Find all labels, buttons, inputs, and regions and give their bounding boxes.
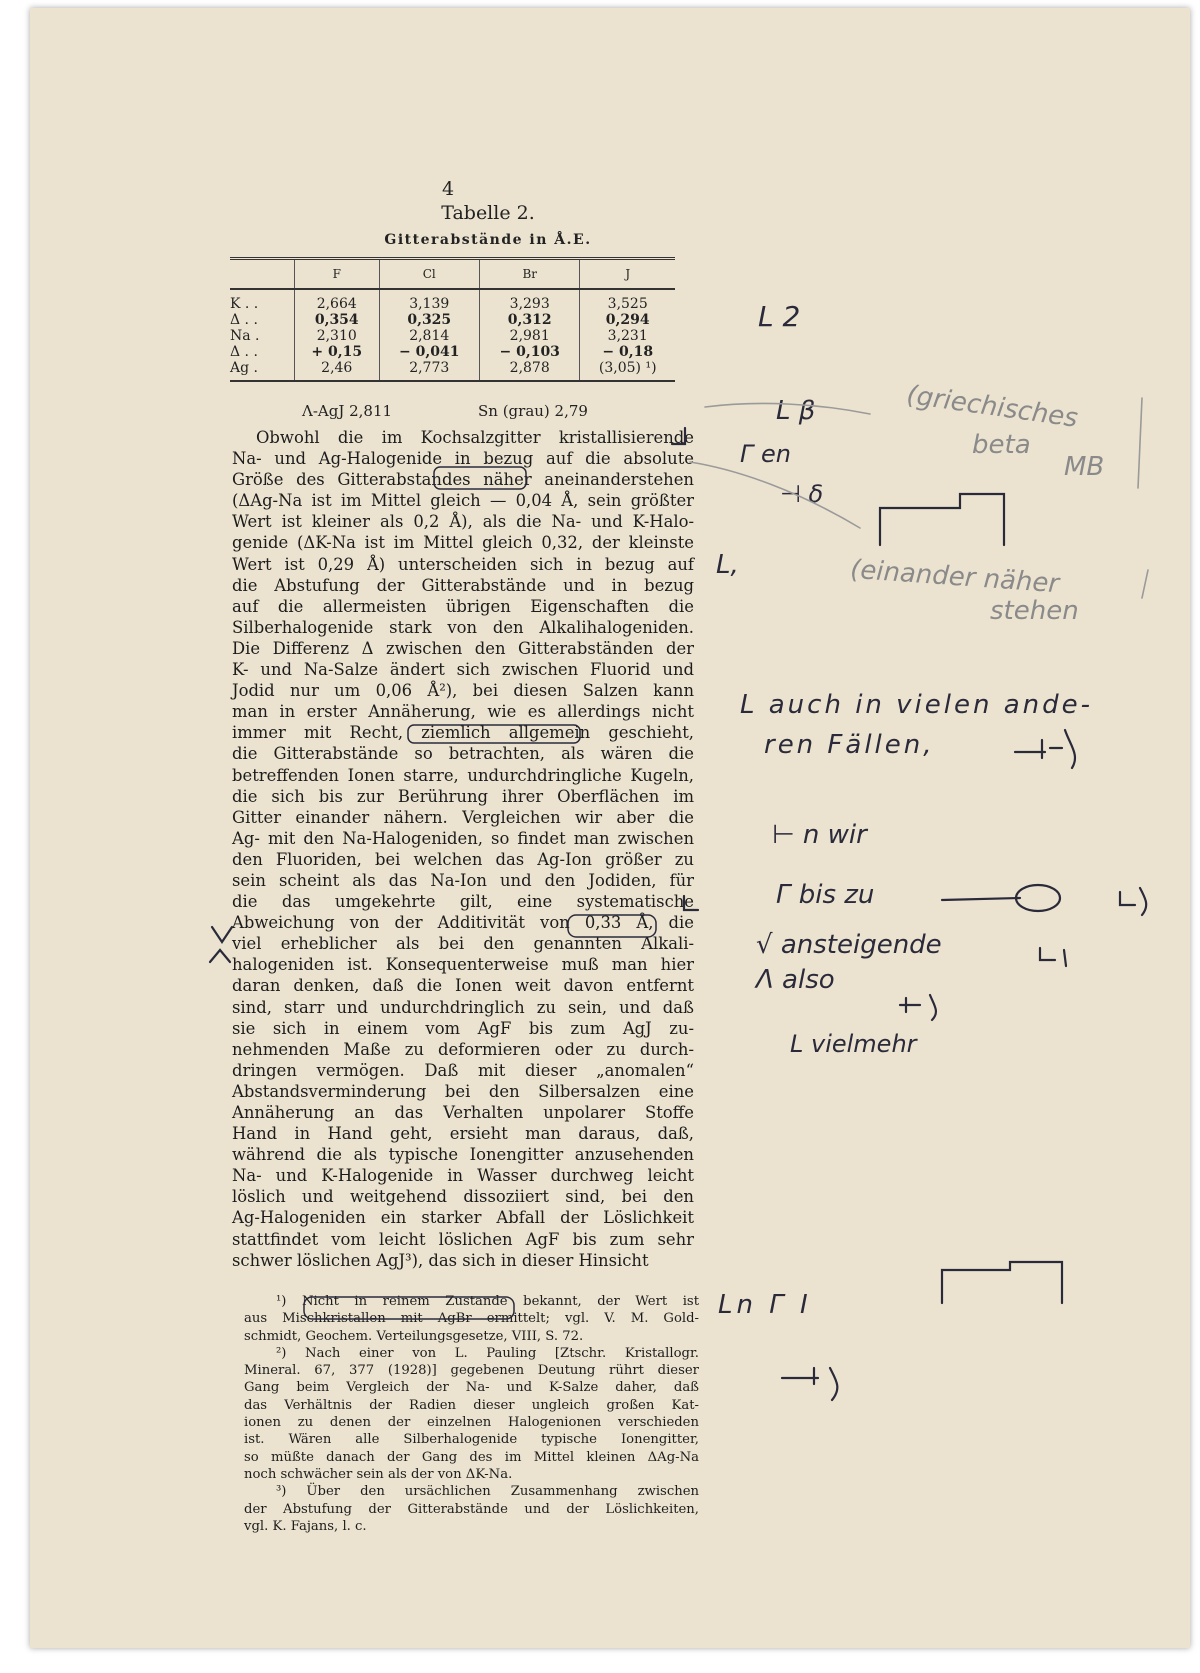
margin-note: L 2 bbox=[758, 300, 801, 333]
page-number: 4 bbox=[442, 178, 455, 200]
margin-note-pencil: MB bbox=[1064, 452, 1105, 482]
footnote-line: ²) Nach einer von L. Pauling [Ztschr. Kristallogr. bbox=[276, 1345, 699, 1361]
body-line: K- und Na-Salze ändert sich zwischen Fluorid und bbox=[232, 660, 694, 680]
body-line: Obwohl die im Kochsalzgitter kristallisierende bbox=[256, 428, 694, 447]
margin-note: L vielmehr bbox=[790, 1030, 917, 1058]
body-line: Größe des Gitterabstandes näher aneinanderstehen bbox=[232, 470, 694, 490]
body-line: die das umgekehrte gilt, eine systematische bbox=[232, 892, 694, 912]
text-margin-mark bbox=[672, 428, 698, 910]
body-line: immer mit Recht, ziemlich allgemein geschieht, bbox=[232, 723, 694, 743]
body-line: sie sich in einem vom AgF bis zum AgJ zu- bbox=[232, 1018, 694, 1038]
body-line: genide (ΔK-Na ist im Mittel gleich 0,32, der kleinste bbox=[232, 533, 694, 553]
body-line: schwer löslichen AgJ³), das sich in dieser Hinsicht bbox=[232, 1250, 649, 1270]
table-subcaption: Gitterabstände in Å.E. bbox=[384, 232, 592, 248]
margin-note-pencil: stehen bbox=[990, 596, 1079, 626]
table-cell: + 0,15 bbox=[295, 344, 380, 360]
body-line: (ΔAg-Na ist im Mittel gleich — 0,04 Å, sein größter bbox=[232, 491, 694, 511]
insertion-mark bbox=[880, 494, 1004, 545]
row-label: K . . bbox=[230, 296, 259, 312]
body-line: stattfindet vom leicht löslichen AgF bis zum sehr bbox=[232, 1229, 694, 1249]
sn-value: Sn (grau) 2,79 bbox=[478, 402, 588, 420]
footnote-line: vgl. K. Fajans, l. c. bbox=[244, 1518, 367, 1534]
body-line: sind, starr und undurchdringlich zu sein, und daß bbox=[232, 997, 694, 1017]
table-cell: 2,46 bbox=[295, 360, 380, 381]
body-line: Silberhalogenide stark von den Alkalihalogeniden. bbox=[232, 617, 694, 637]
table-cell: 2,878 bbox=[479, 360, 579, 381]
footnote-line: ¹) Nicht in reinem Zustande bekannt, der Wert ist bbox=[276, 1294, 699, 1309]
footnote-line: schmidt, Geochem. Verteilungsgesetze, VIII, S. 72. bbox=[244, 1328, 584, 1344]
body-line: die Gitterabstände so betrachten, als wären die bbox=[232, 744, 694, 764]
text-circle bbox=[408, 725, 580, 743]
delete-mark bbox=[1065, 730, 1075, 768]
circle-mark bbox=[1016, 885, 1060, 911]
delete-mark bbox=[782, 1368, 837, 1400]
table-cell: 0,354 bbox=[295, 312, 380, 328]
margin-note: Γ en bbox=[740, 440, 791, 468]
table-header-cell: F bbox=[295, 259, 380, 290]
text-circle bbox=[304, 1297, 514, 1319]
body-line: Wert ist kleiner als 0,2 Å), als die Na- und K-Halo- bbox=[232, 512, 694, 532]
pencil-line bbox=[690, 462, 860, 528]
table-cell: 2,664 bbox=[295, 289, 380, 312]
footnote-line: ist. Wären alle Silberhalogenide typische Ionengitter, bbox=[244, 1432, 699, 1448]
table-cell: − 0,18 bbox=[580, 344, 675, 360]
delete-mark bbox=[900, 995, 936, 1020]
margin-note-pencil: (griechisches bbox=[904, 380, 1080, 434]
margin-note: ⊢ n wir bbox=[772, 820, 867, 850]
body-line: Hand in Hand geht, ersieht man daraus, daß, bbox=[232, 1124, 694, 1144]
row-label: Δ . . bbox=[230, 312, 258, 328]
margin-note: Γ bis zu bbox=[776, 880, 875, 910]
margin-note-pencil: beta bbox=[972, 430, 1031, 460]
left-margin-mark bbox=[210, 927, 232, 962]
text-circle bbox=[434, 467, 526, 489]
row-label: Na . bbox=[230, 328, 260, 344]
agj-value: Λ-AgJ 2,811 bbox=[302, 402, 393, 420]
table-cell: − 0,041 bbox=[379, 344, 479, 360]
body-line: daran denken, daß die Ionen weit davon entfernt bbox=[232, 976, 694, 996]
row-label: Ag . bbox=[230, 360, 295, 381]
pencil-line bbox=[705, 403, 870, 414]
footnote-line: ionen zu denen der einzelnen Halogenionen verschieden bbox=[244, 1415, 699, 1431]
table-cell: 2,814 bbox=[379, 328, 479, 344]
table-cell: 0,312 bbox=[479, 312, 579, 328]
body-line: sein scheint als das Na-Ion und den Jodiden, für bbox=[232, 870, 694, 890]
table-cell: 0,294 bbox=[580, 312, 675, 328]
body-line: Jodid nur um 0,06 Å²), bei diesen Salzen kann bbox=[232, 681, 694, 701]
body-line: man in erster Annäherung, wie es allerdings nicht bbox=[232, 702, 694, 722]
body-line: Annäherung an das Verhalten unpolarer Stoffe bbox=[232, 1103, 694, 1122]
body-line: den Fluoriden, bei welchen das Ag-Ion größer zu bbox=[232, 849, 694, 869]
delete-mark bbox=[1015, 740, 1062, 758]
body-line: Abstandsverminderung bei den Silbersalzen eine bbox=[232, 1081, 694, 1101]
body-line: die sich bis zur Berührung ihrer Oberflächen im bbox=[232, 786, 694, 806]
body-line: nehmenden Maße zu deformieren oder zu durch- bbox=[232, 1039, 694, 1059]
footnote-line: Mineral. 67, 377 (1928)] gegebenen Deutung rührt dieser bbox=[244, 1363, 699, 1379]
table-cell: 3,139 bbox=[379, 289, 479, 312]
body-line: auf die allermeisten übrigen Eigenschaften die bbox=[232, 596, 694, 616]
table-caption: Tabelle 2. bbox=[441, 202, 535, 224]
text-circle bbox=[568, 915, 656, 937]
body-line: Na- und K-Halogenide in Wasser durchweg leicht bbox=[232, 1166, 694, 1186]
insertion-mark bbox=[942, 1262, 1062, 1303]
body-line: Abweichung von der Additivität von 0,33 Å, die bbox=[232, 913, 694, 933]
margin-note: L β bbox=[776, 396, 816, 426]
table-cell: (3,05) ¹) bbox=[580, 360, 675, 381]
body-line: Gitter einander nähern. Vergleichen wir aber die bbox=[232, 807, 694, 827]
body-line: löslich und weitgehend dissoziiert sind, bei den bbox=[232, 1187, 694, 1207]
footnote-line: ³) Über den ursächlichen Zusammenhang zwischen bbox=[276, 1484, 699, 1500]
delete-mark bbox=[1120, 888, 1146, 915]
table-cell: 3,293 bbox=[479, 289, 579, 312]
pencil-bracket bbox=[1138, 398, 1142, 488]
margin-note: L, bbox=[716, 550, 739, 580]
footnote-line: aus Mischkristallen mit AgBr ermittelt; vgl. V. M. Gold- bbox=[244, 1311, 699, 1327]
table-cell: 2,981 bbox=[479, 328, 579, 344]
footnote-line: Gang beim Vergleich der Na- und K-Salze daher, daß bbox=[244, 1380, 699, 1396]
body-line: halogeniden ist. Konsequenterweise muß man hier bbox=[232, 955, 694, 975]
body-line: viel erheblicher als bei den genannten Alkali- bbox=[232, 934, 694, 954]
margin-note: ⊣ δ bbox=[780, 480, 824, 508]
table-header-cell: Cl bbox=[379, 259, 479, 290]
body-line: Ag-Halogeniden ein starker Abfall der Löslichkeit bbox=[232, 1208, 694, 1228]
margin-note: Ln Γ I bbox=[718, 1290, 812, 1320]
margin-note: Λ also bbox=[756, 965, 835, 995]
table-cell: 3,231 bbox=[580, 328, 675, 344]
table-cell: 2,310 bbox=[295, 328, 380, 344]
margin-note: ren Fällen, bbox=[764, 730, 935, 760]
body-line: Wert ist 0,29 Å) unterscheiden sich in bezug auf bbox=[232, 554, 694, 574]
connector-line bbox=[942, 898, 1020, 900]
table-cell: − 0,103 bbox=[479, 344, 579, 360]
row-label: Δ . . bbox=[230, 344, 258, 360]
margin-note: √ ansteigende bbox=[756, 930, 942, 960]
table-cell: 0,325 bbox=[379, 312, 479, 328]
margin-note: L auch in vielen ande- bbox=[740, 690, 1094, 720]
body-line: dringen vermögen. Daß mit dieser „anomalen“ bbox=[232, 1060, 694, 1080]
footnote-line: so müßte danach der Gang des im Mittel kleinen ΔAg-Na bbox=[244, 1449, 699, 1465]
footnote-line: noch schwächer sein als der von ΔK-Na. bbox=[244, 1466, 513, 1482]
pencil-bracket bbox=[1142, 570, 1148, 598]
body-line: Die Differenz Δ zwischen den Gitterabständen der bbox=[232, 638, 694, 658]
table-header-cell: J bbox=[580, 259, 675, 290]
table-cell: 2,773 bbox=[379, 360, 479, 381]
table-cell: 3,525 bbox=[580, 289, 675, 312]
insertion-mark bbox=[1040, 948, 1066, 966]
table-header-cell: Br bbox=[479, 259, 579, 290]
body-line: Ag- mit den Na-Halogeniden, so findet man zwischen bbox=[232, 828, 694, 848]
body-line: die Abstufung der Gitterabstände und in bezug bbox=[232, 575, 694, 595]
footnote-line: das Verhältnis der Radien dieser ungleich großen Kat- bbox=[244, 1397, 699, 1413]
footnote-line: der Abstufung der Gitterabstände und der Löslichkeiten, bbox=[244, 1501, 699, 1517]
body-line: Na- und Ag-Halogenide in bezug auf die absolute bbox=[232, 449, 694, 469]
margin-note-pencil: (einander näher bbox=[849, 554, 1061, 600]
body-line: während die als typische Ionengitter anzusehenden bbox=[232, 1145, 694, 1165]
body-line: betreffenden Ionen starre, undurchdringliche Kugeln, bbox=[232, 765, 694, 785]
